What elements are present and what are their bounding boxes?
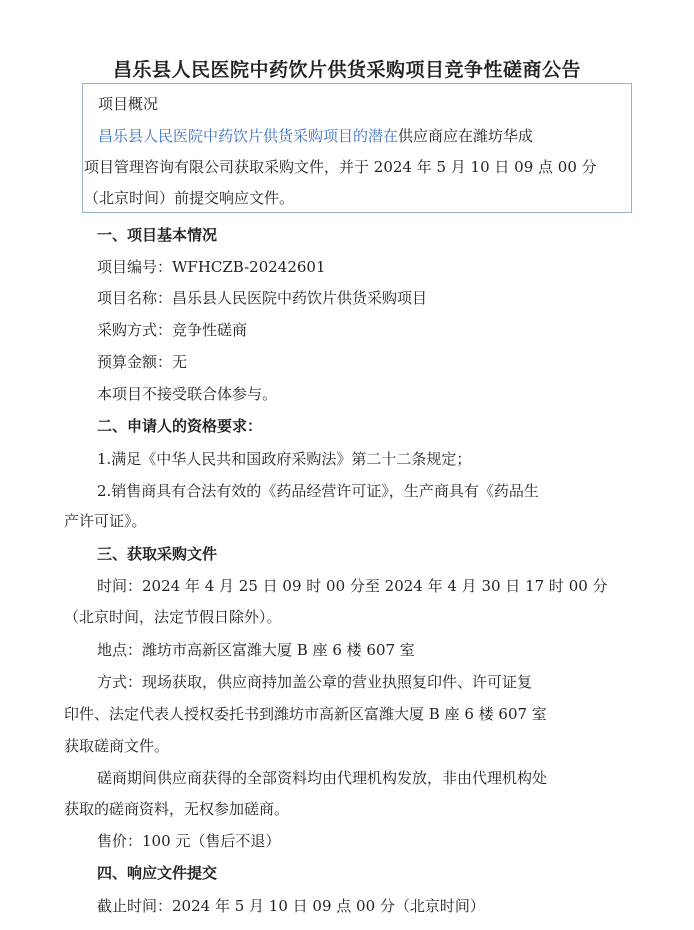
price-line: 售价：100 元（售后不退） bbox=[97, 832, 281, 850]
project-number: 项目编号：WFHCZB-20242601 bbox=[97, 258, 326, 276]
way-line-3: 获取磋商文件。 bbox=[64, 737, 170, 755]
note-line-2: 获取的磋商资料，无权参加磋商。 bbox=[64, 800, 290, 818]
place-line: 地点：潍坊市高新区富潍大厦 B 座 6 楼 607 室 bbox=[97, 641, 415, 659]
section-2-heading: 二、申请人的资格要求： bbox=[97, 417, 263, 435]
section-1-heading: 一、项目基本情况 bbox=[97, 226, 218, 244]
way-line-1: 方式：现场获取，供应商持加盖公章的营业执照复印件、许可证复 bbox=[97, 673, 533, 691]
overview-heading: 项目概况 bbox=[98, 95, 159, 113]
procurement-method: 采购方式：竞争性磋商 bbox=[97, 321, 248, 339]
way-line-2: 印件、法定代表人授权委托书到潍坊市高新区富潍大厦 B 座 6 楼 607 室 bbox=[64, 705, 547, 723]
project-link[interactable]: 昌乐县人民医院中药饮片供货采购项目的潜在 bbox=[98, 127, 399, 145]
note-line-1: 磋商期间供应商获得的全部资料均由代理机构发放，非由代理机构处 bbox=[97, 769, 548, 787]
consortium-note: 本项目不接受联合体参与。 bbox=[97, 385, 278, 403]
qualification-item-2-line-2: 产许可证》。 bbox=[64, 512, 147, 530]
overview-line-1-rest: 供应商应在潍坊华成 bbox=[398, 127, 534, 145]
time-line-2: （北京时间，法定节假日除外）。 bbox=[64, 608, 282, 626]
qualification-item-1: 1.满足《中华人民共和国政府采购法》第二十二条规定； bbox=[97, 450, 472, 468]
budget-amount: 预算金额：无 bbox=[97, 353, 188, 371]
deadline-line: 截止时间：2024 年 5 月 10 日 09 点 00 分（北京时间） bbox=[97, 897, 485, 915]
project-name: 项目名称：昌乐县人民医院中药饮片供货采购项目 bbox=[97, 289, 428, 307]
section-3-heading: 三、获取采购文件 bbox=[97, 545, 218, 563]
qualification-item-2-line-1: 2.销售商具有合法有效的《药品经营许可证》，生产商具有《药品生 bbox=[97, 482, 539, 500]
page-title: 昌乐县人民医院中药饮片供货采购项目竞争性磋商公告 bbox=[112, 59, 581, 81]
overview-line-3: （北京时间）前提交响应文件。 bbox=[84, 189, 295, 207]
section-4-heading: 四、响应文件提交 bbox=[97, 864, 218, 882]
time-line-1: 时间：2024 年 4 月 25 日 09 时 00 分至 2024 年 4 月 30 日 17 时 00 分 bbox=[97, 577, 608, 595]
overview-line-2: 项目管理咨询有限公司获取采购文件，并于 2024 年 5 月 10 日 09 点 00 分 bbox=[84, 158, 597, 176]
overview-line-1 bbox=[98, 126, 533, 146]
